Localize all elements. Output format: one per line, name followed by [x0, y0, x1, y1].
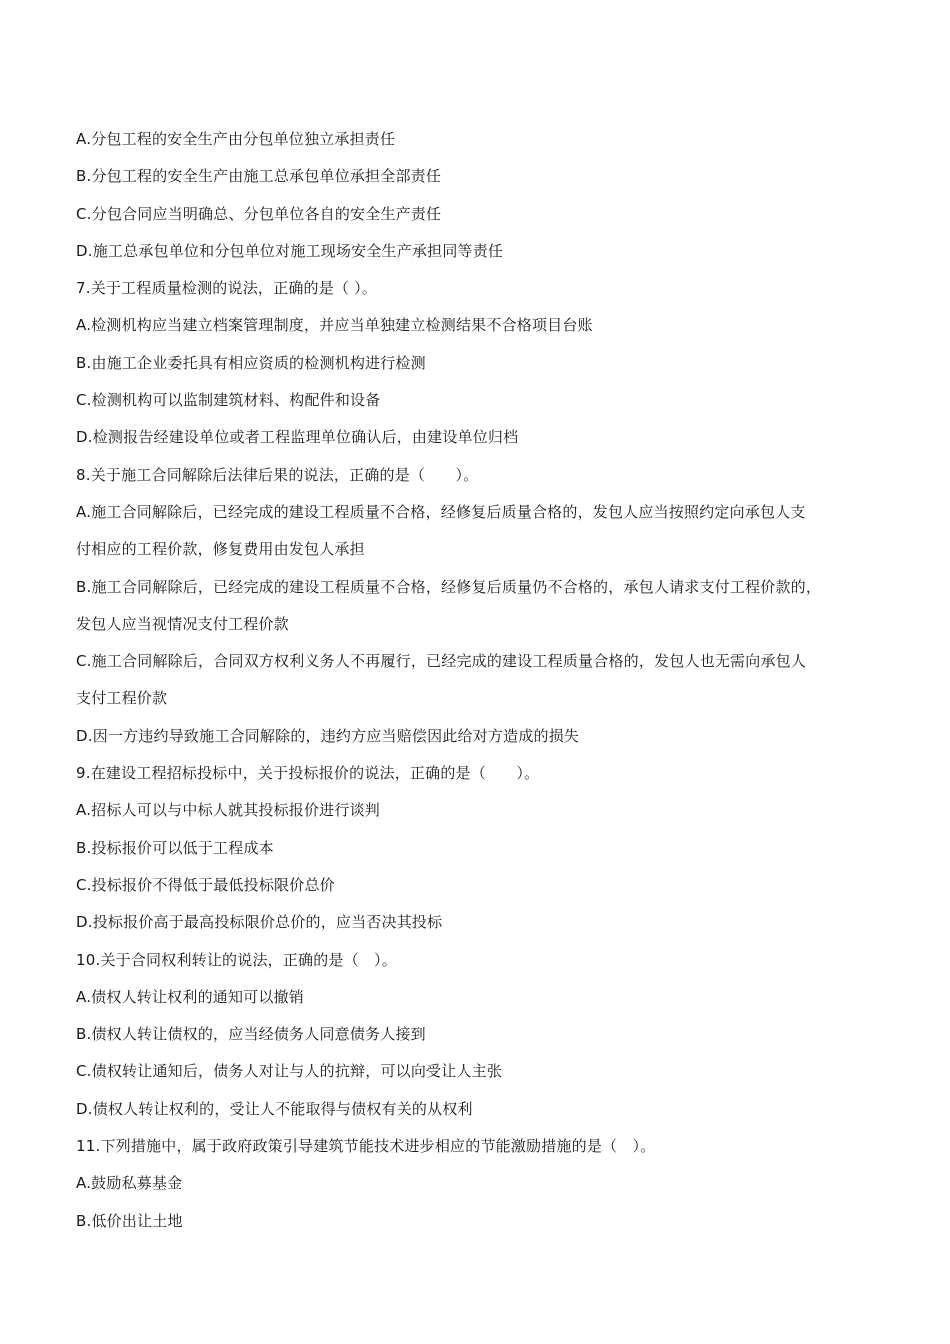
question-line: 9.在建设工程招标投标中，关于投标报价的说法，正确的是（ ）。	[76, 764, 540, 783]
option-line: A.招标人可以与中标人就其投标报价进行谈判	[76, 801, 380, 820]
option-continuation-line: 支付工程价款	[76, 689, 168, 708]
option-line: D.因一方违约导致施工合同解除的，违约方应当赔偿因此给对方造成的损失	[76, 726, 580, 745]
option-line: A.施工合同解除后，已经完成的建设工程质量不合格，经修复后质量合格的，发包人应当按照约定向承包人支	[76, 502, 806, 521]
option-line: C.检测机构可以监制建筑材料、构配件和设备	[76, 391, 381, 410]
option-line: D.债权人转让权利的，受让人不能取得与债权有关的从权利	[76, 1099, 473, 1118]
option-line: D.施工总承包单位和分包单位对施工现场安全生产承担同等责任	[76, 241, 504, 260]
option-continuation-line: 发包人应当视情况支付工程价款	[76, 614, 289, 633]
option-line: B.低价出让土地	[76, 1211, 183, 1230]
question-line: 7.关于工程质量检测的说法，正确的是（ ）。	[76, 279, 377, 298]
document-body	[76, 121, 896, 1240]
option-line: C.债权转让通知后，债务人对让与人的抗辩，可以向受让人主张	[76, 1062, 503, 1081]
option-line: B.投标报价可以低于工程成本	[76, 838, 274, 857]
option-continuation-line: 付相应的工程价款，修复费用由发包人承担	[76, 540, 365, 559]
option-line: B.债权人转让债权的，应当经债务人同意债务人接到	[76, 1025, 426, 1044]
option-line: D.投标报价高于最高投标限价总价的，应当否决其投标	[76, 913, 443, 932]
option-line: D.检测报告经建设单位或者工程监理单位确认后，由建设单位归档	[76, 428, 519, 447]
option-line: B.施工合同解除后，已经完成的建设工程质量不合格，经修复后质量仍不合格的，承包人请求支付工程价款的，	[76, 577, 822, 596]
option-line: A.债权人转让权利的通知可以撤销	[76, 987, 304, 1006]
option-line: B.分包工程的安全生产由施工总承包单位承担全部责任	[76, 167, 442, 186]
option-line: A.鼓励私募基金	[76, 1174, 183, 1193]
option-line: A.分包工程的安全生产由分包单位独立承担责任	[76, 130, 396, 148]
option-line: C.施工合同解除后，合同双方权利义务人不再履行，已经完成的建设工程质量合格的，发包人也无需向承包人	[76, 652, 807, 671]
question-line: 11.下列措施中，属于政府政策引导建筑节能技术进步相应的节能激励措施的是（ ）。	[76, 1137, 656, 1156]
question-line: 8.关于施工合同解除后法律后果的说法，正确的是（ ）。	[76, 465, 479, 484]
option-line: B.由施工企业委托具有相应资质的检测机构进行检测	[76, 353, 426, 372]
option-line: A.检测机构应当建立档案管理制度，并应当单独建立检测结果不合格项目台账	[76, 316, 593, 335]
option-line: C.投标报价不得低于最低投标限价总价	[76, 875, 335, 894]
question-line: 10.关于合同权利转让的说法，正确的是（ ）。	[76, 950, 397, 969]
option-line: C.分包合同应当明确总、分包单位各自的安全生产责任	[76, 204, 442, 223]
